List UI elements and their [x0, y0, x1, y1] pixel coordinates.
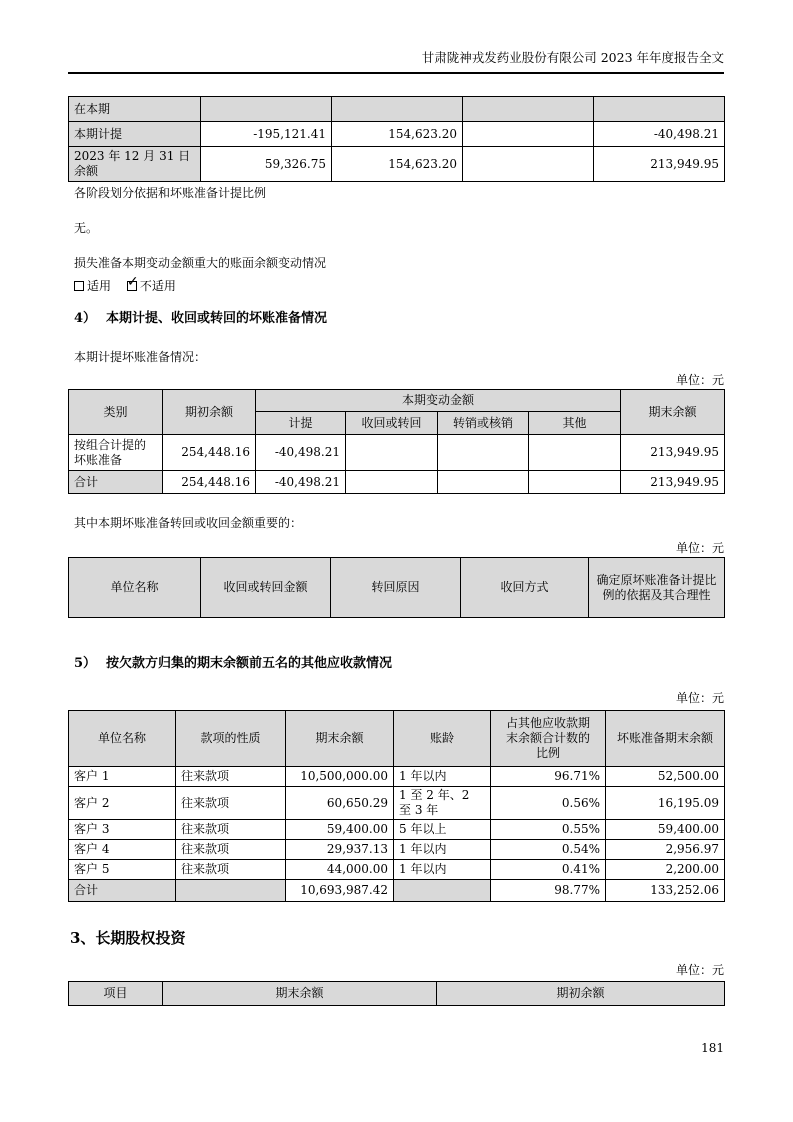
col-header: 期初余额 — [163, 390, 256, 435]
section-heading-lt-equity: 3、长期股权投资 — [70, 929, 186, 947]
cell: 213,949.95 — [621, 471, 725, 494]
col-header: 单位名称 — [69, 711, 176, 767]
table-header-row — [69, 390, 725, 412]
col-header: 转销或核销 — [438, 412, 529, 435]
table-row — [69, 860, 725, 880]
unit-label: 单位：元 — [675, 541, 724, 555]
note-basis: 各阶段划分依据和坏账准备计提比例 — [74, 186, 267, 200]
col-header: 款项的性质 — [176, 711, 286, 767]
section-title: 本期计提、收回或转回的坏账准备情况 — [106, 311, 328, 326]
cell: 44,000.00 — [286, 860, 394, 880]
cell: 52,500.00 — [606, 767, 725, 787]
row-label: 在本期 — [69, 97, 201, 122]
col-header: 期末余额 — [286, 711, 394, 767]
table-row — [69, 840, 725, 860]
cell: 1 年以内 — [394, 767, 491, 787]
cell: 1 年以内 — [394, 860, 491, 880]
table-row — [69, 787, 725, 820]
section-title: 按欠款方归集的期末余额前五名的其他应收款情况 — [106, 656, 393, 671]
cell: 往来款项 — [176, 767, 286, 787]
note-none: 无。 — [74, 221, 99, 235]
cell: -40,498.21 — [256, 435, 346, 471]
table-row — [69, 97, 725, 122]
cell: 59,400.00 — [286, 820, 394, 840]
row-label: 客户 5 — [69, 860, 176, 880]
important-recovery-table — [68, 557, 725, 618]
col-header: 坏账准备期末余额 — [606, 711, 725, 767]
col-header: 转回原因 — [331, 558, 461, 618]
col-header: 期末余额 — [621, 390, 725, 435]
cell: 213,949.95 — [594, 147, 725, 182]
applicability-line — [74, 279, 724, 293]
carryover-balance-table — [68, 96, 725, 182]
table-row — [69, 147, 725, 182]
col-header: 占其他应收款期末余额合计数的比例 — [491, 711, 606, 767]
cell: 59,400.00 — [606, 820, 725, 840]
row-label: 按组合计提的坏账准备 — [69, 435, 163, 471]
not-applicable-label: 不适用 — [139, 279, 176, 293]
cell — [463, 147, 594, 182]
section4-note2: 其中本期坏账准备转回或收回金额重要的： — [74, 516, 303, 530]
unit-label: 单位：元 — [675, 691, 724, 705]
cell — [529, 435, 621, 471]
col-header: 项目 — [69, 982, 163, 1006]
cell: 1 至 2 年、2 至 3 年 — [394, 787, 491, 820]
cell: 0.41% — [491, 860, 606, 880]
row-label: 客户 3 — [69, 820, 176, 840]
cell — [529, 471, 621, 494]
table-total-row — [69, 880, 725, 902]
cell: 29,937.13 — [286, 840, 394, 860]
col-header-group: 本期变动金额 — [256, 390, 621, 412]
row-label: 客户 2 — [69, 787, 176, 820]
col-header: 确定原坏账准备计提比例的依据及其合理性 — [589, 558, 725, 618]
table-row — [69, 820, 725, 840]
cell — [346, 471, 438, 494]
table-total-row — [69, 471, 725, 494]
col-header: 其他 — [529, 412, 621, 435]
col-header: 单位名称 — [69, 558, 201, 618]
cell: 2,956.97 — [606, 840, 725, 860]
cell — [463, 97, 594, 122]
cell — [594, 97, 725, 122]
cell — [201, 97, 332, 122]
cell: 60,650.29 — [286, 787, 394, 820]
table-row — [69, 435, 725, 471]
cell: 154,623.20 — [332, 147, 463, 182]
row-label: 客户 4 — [69, 840, 176, 860]
cell: -195,121.41 — [201, 122, 332, 147]
col-header: 账龄 — [394, 711, 491, 767]
cell: 往来款项 — [176, 860, 286, 880]
table-row — [69, 767, 725, 787]
cell: 10,500,000.00 — [286, 767, 394, 787]
cell: 254,448.16 — [163, 435, 256, 471]
top5-other-receivables-table — [68, 710, 725, 902]
cell: 2,200.00 — [606, 860, 725, 880]
cell: 213,949.95 — [621, 435, 725, 471]
cell — [176, 880, 286, 902]
cell: -40,498.21 — [256, 471, 346, 494]
col-header: 计提 — [256, 412, 346, 435]
col-header: 期初余额 — [437, 982, 725, 1006]
table-header-row — [69, 982, 725, 1006]
col-header: 收回方式 — [461, 558, 589, 618]
cell: 59,326.75 — [201, 147, 332, 182]
cell: 98.77% — [491, 880, 606, 902]
cell: 133,252.06 — [606, 880, 725, 902]
cell: 往来款项 — [176, 787, 286, 820]
cell: 1 年以内 — [394, 840, 491, 860]
cell: 0.55% — [491, 820, 606, 840]
cell: 5 年以上 — [394, 820, 491, 840]
cell: -40,498.21 — [594, 122, 725, 147]
col-header: 收回或转回 — [346, 412, 438, 435]
checkbox-checked-icon — [127, 281, 137, 291]
not-applicable-option — [127, 279, 176, 293]
bad-debt-provision-table — [68, 389, 725, 494]
applicable-option — [74, 279, 111, 293]
col-header: 收回或转回金额 — [201, 558, 331, 618]
unit-label: 单位：元 — [675, 373, 724, 387]
long-term-equity-table — [68, 981, 725, 1006]
cell: 254,448.16 — [163, 471, 256, 494]
checkbox-unchecked-icon — [74, 281, 84, 291]
cell: 往来款项 — [176, 820, 286, 840]
unit-label: 单位：元 — [675, 963, 724, 977]
cell: 0.56% — [491, 787, 606, 820]
cell: 96.71% — [491, 767, 606, 787]
note-loss-change: 损失准备本期变动金额重大的账面余额变动情况 — [74, 256, 327, 270]
cell — [346, 435, 438, 471]
section-number: 4） — [74, 311, 97, 326]
section-number: 5） — [74, 656, 97, 671]
applicable-label: 适用 — [87, 279, 112, 293]
cell — [438, 471, 529, 494]
cell: 154,623.20 — [332, 122, 463, 147]
cell: 16,195.09 — [606, 787, 725, 820]
table-row — [69, 122, 725, 147]
section4-intro: 本期计提坏账准备情况： — [74, 350, 207, 364]
row-label: 本期计提 — [69, 122, 201, 147]
row-label: 2023 年 12 月 31 日余额 — [69, 147, 201, 182]
cell: 往来款项 — [176, 840, 286, 860]
cell: 10,693,987.42 — [286, 880, 394, 902]
cell — [438, 435, 529, 471]
cell — [394, 880, 491, 902]
row-label: 合计 — [69, 471, 163, 494]
row-label: 合计 — [69, 880, 176, 902]
table-header-row — [69, 558, 725, 618]
section-heading-4 — [74, 312, 724, 326]
table-header-row — [69, 711, 725, 767]
page-number: 181 — [701, 1041, 724, 1055]
col-header: 类别 — [69, 390, 163, 435]
col-header: 期末余额 — [163, 982, 437, 1006]
row-label: 客户 1 — [69, 767, 176, 787]
cell — [332, 97, 463, 122]
cell: 0.54% — [491, 840, 606, 860]
cell — [463, 122, 594, 147]
header-rule — [68, 72, 724, 74]
section-heading-5 — [74, 657, 724, 671]
report-title: 甘肃陇神戎发药业股份有限公司 2023 年年度报告全文 — [421, 50, 724, 65]
